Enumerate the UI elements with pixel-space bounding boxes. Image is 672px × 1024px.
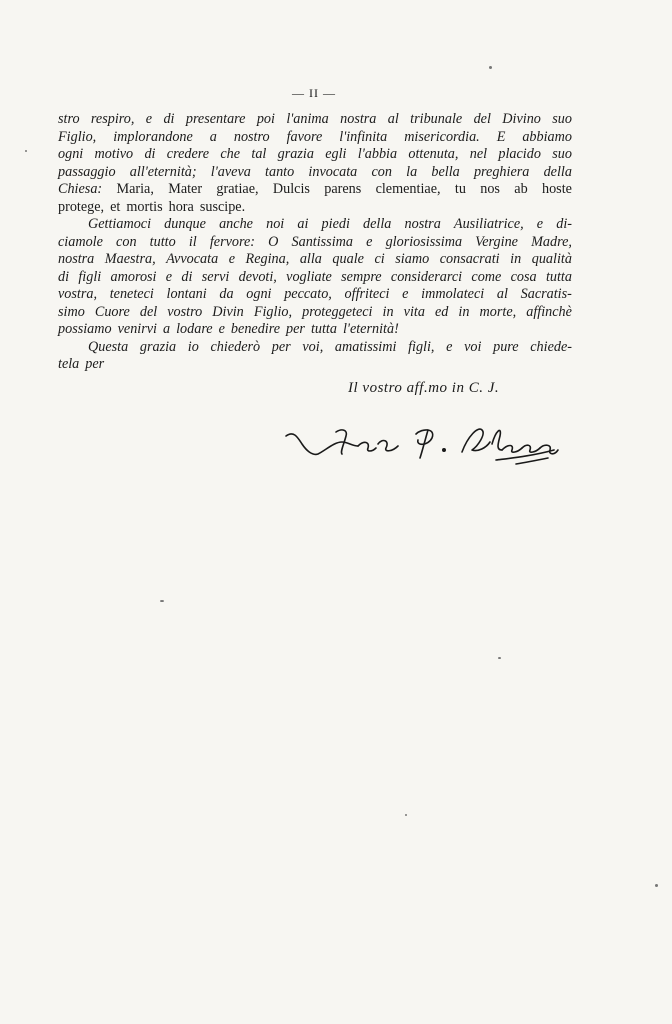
paper-speck bbox=[25, 150, 27, 152]
text-line: tela per bbox=[58, 356, 105, 372]
text-line: Chiesa: Maria, Mater gratiae, Dulcis parens clementiae, tu nos ab hoste bbox=[58, 181, 572, 197]
text-line: ogni motivo di credere che tal grazia egli l'abbia ottenuta, nel placido suo bbox=[58, 146, 572, 162]
text-line: Figlio, implorandone a nostro favore l'infinita misericordia. E abbiamo bbox=[58, 128, 572, 145]
text-line: stro respiro, e di presentare poi l'anima nostra al tribunale del Divino suo bbox=[58, 111, 572, 127]
paper-speck bbox=[405, 814, 407, 816]
paper-speck bbox=[655, 884, 658, 887]
text-line: Gettiamoci dunque anche noi ai piedi della nostra Ausiliatrice, e di- bbox=[88, 216, 572, 232]
paper-speck bbox=[498, 657, 501, 659]
text-line: vostra, teneteci lontani da ogni peccato, offriteci e immolateci al Sacratis- bbox=[58, 286, 572, 302]
text-line: passaggio all'eternità; l'aveva tanto invocata con la bella preghiera della bbox=[58, 163, 572, 180]
paper-speck bbox=[160, 600, 164, 602]
text-line: di figli amorosi e di servi devoti, vogliate sempre considerarci come cosa tutta bbox=[58, 268, 572, 285]
text-line: simo Cuore del vostro Divin Figlio, proteggeteci in vita ed in morte, affinchè bbox=[58, 303, 572, 320]
paper-speck bbox=[489, 66, 492, 69]
closing-salutation: Il vostro aff.mo in C. J. bbox=[348, 380, 500, 396]
text-line: ciamole con tutto il fervore: O Santissima e gloriosissima Vergine Madre, bbox=[58, 233, 572, 250]
text-line: nostra Maestra, Avvocata e Regina, alla quale ci siamo consacrati in qualità bbox=[58, 251, 572, 267]
handwritten-signature bbox=[282, 420, 562, 490]
letter-body bbox=[58, 111, 572, 374]
text-line: possiamo venirvi a lodare e benedire per tutta l'eternità! bbox=[58, 321, 399, 337]
page-number: — II — bbox=[292, 86, 336, 100]
text-line: protege, et mortis hora suscipe. bbox=[58, 198, 246, 215]
text-line: Questa grazia io chiederò per voi, amatissimi figli, e voi pure chiede- bbox=[88, 338, 572, 355]
